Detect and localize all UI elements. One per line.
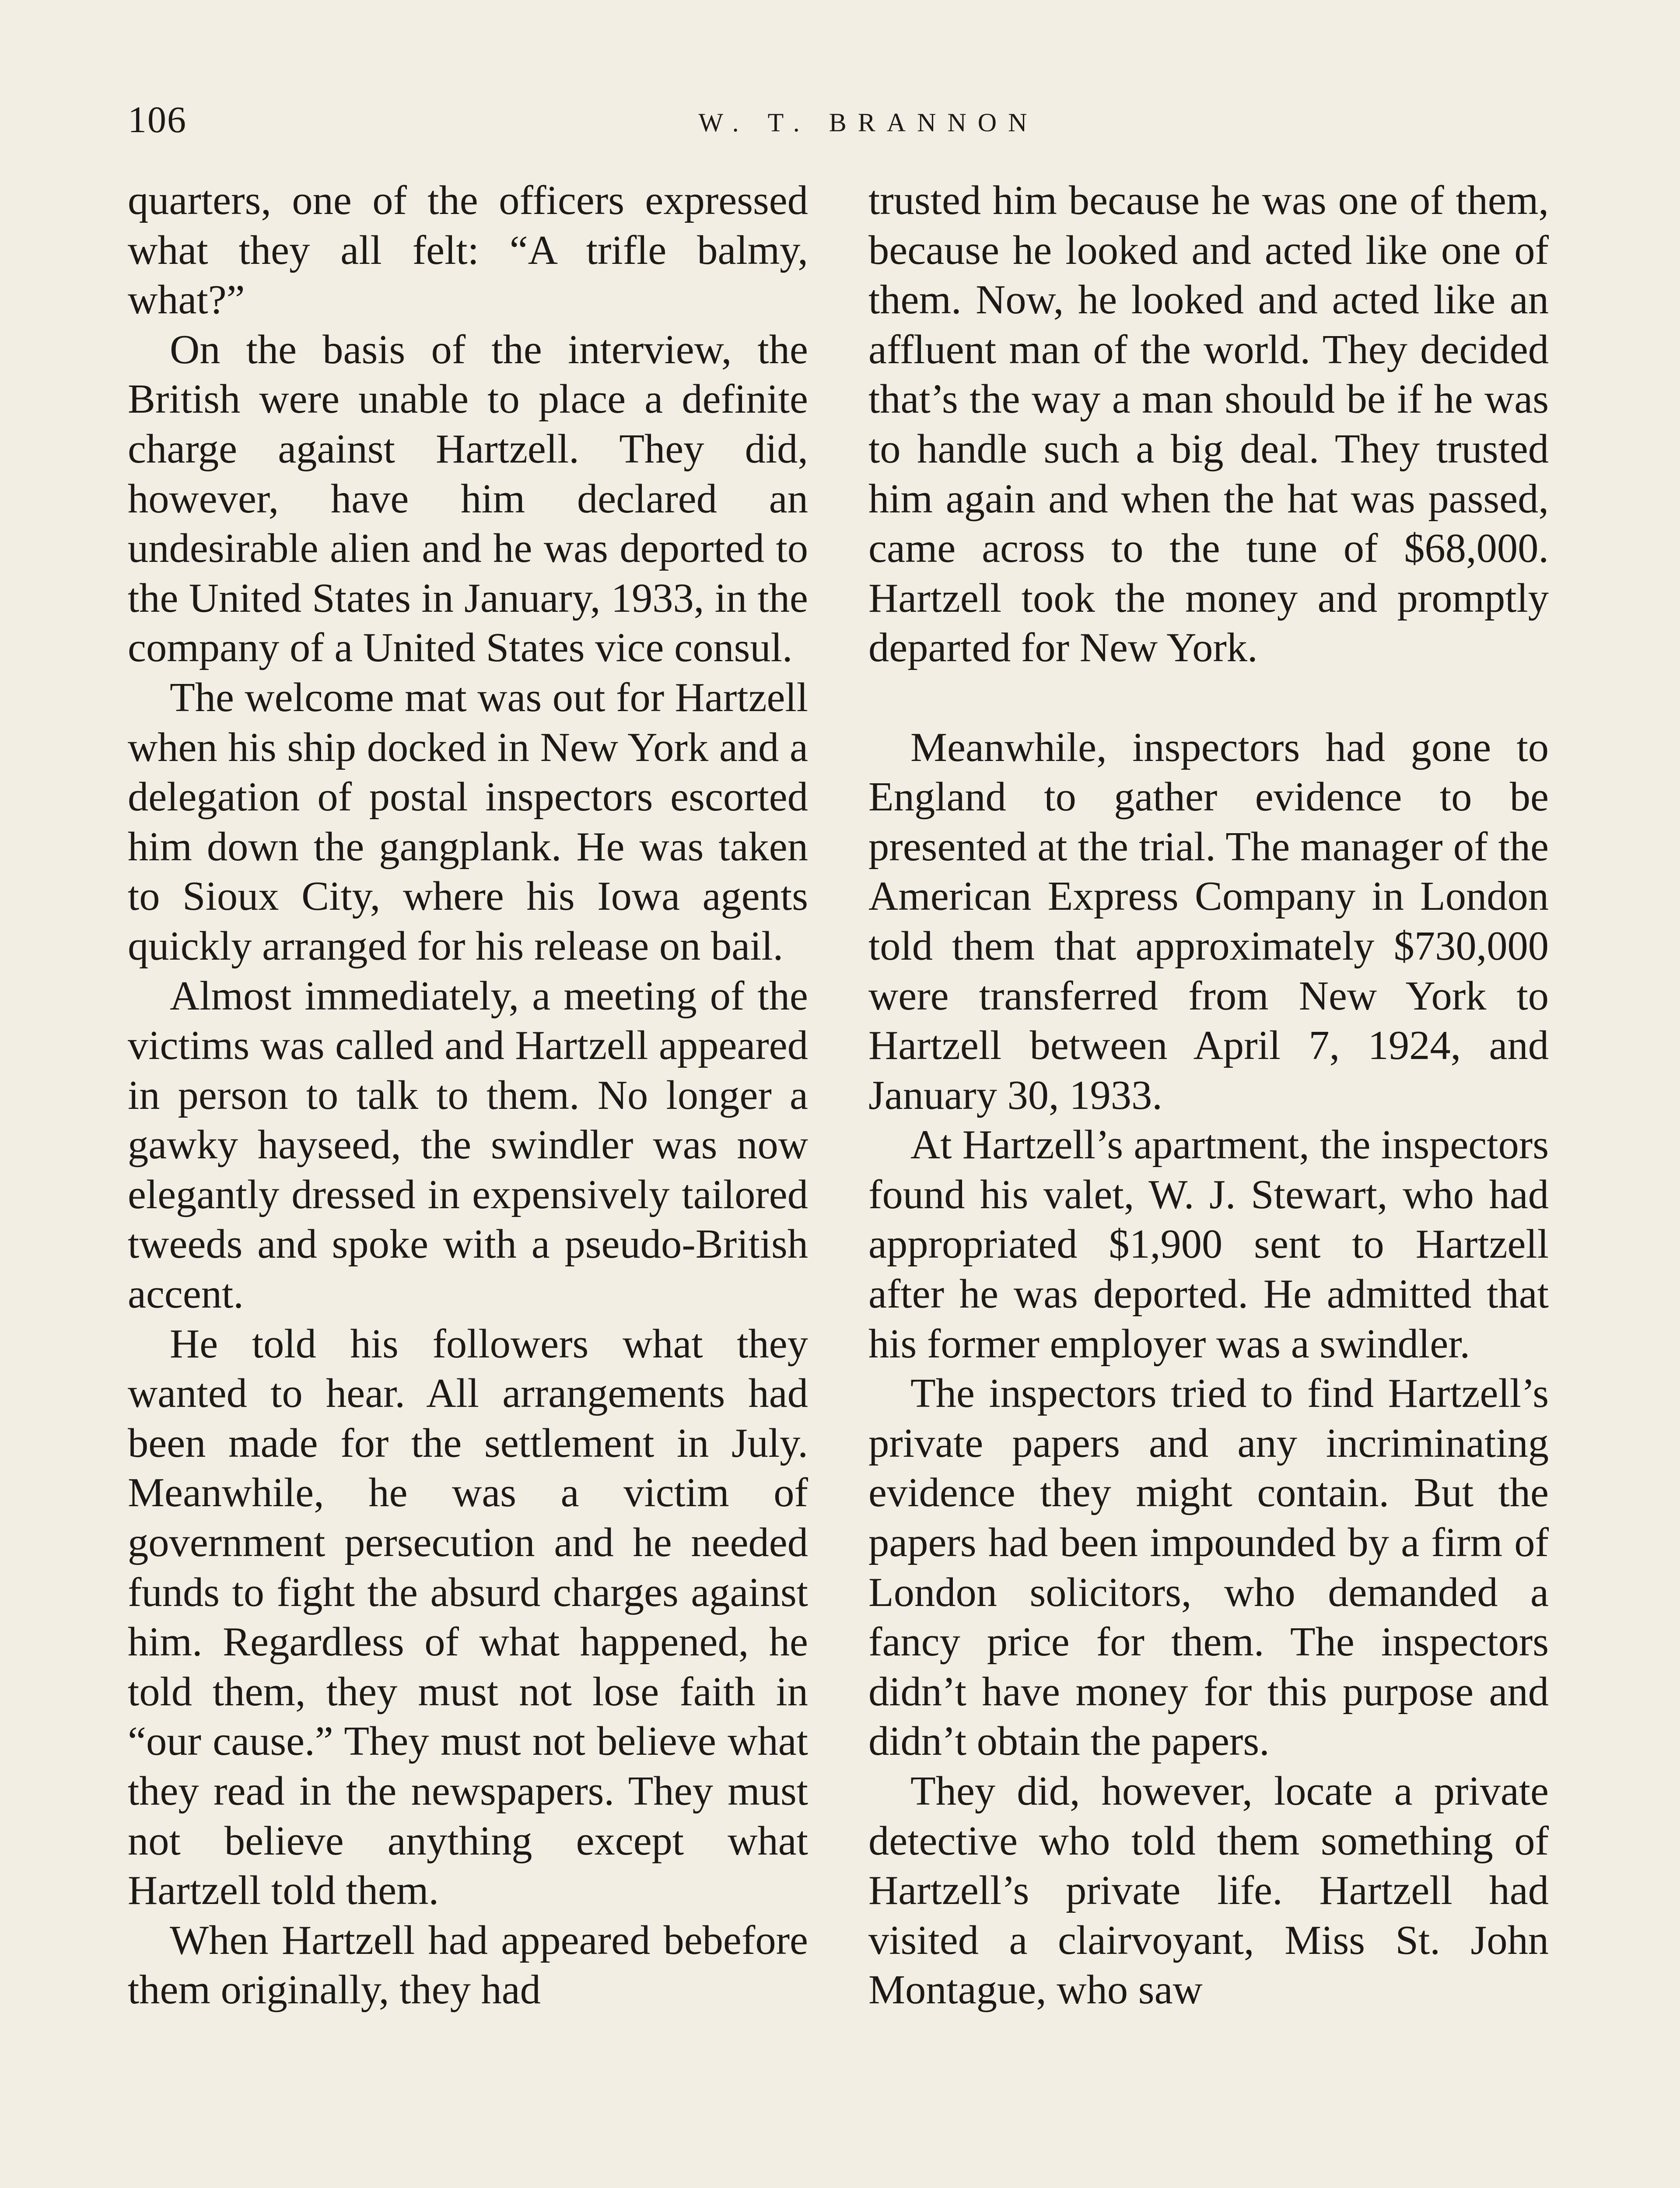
paragraph: The inspectors tried to find Hartzell’s private papers and any incriminating evidence they might contain. But the papers had been impounded by a firm of London solicitors, who demanded a fancy price for them. The inspectors didn’t have money for this purpose and didn’t obtain the papers.: [868, 1371, 1549, 1764]
running-head: W. T. BRANNON: [698, 108, 1039, 137]
paragraph: They did, however, locate a private detective who told them something of Hartzell’s private life. Hartzell had visited a clairvoyant, Miss St. John Montague, who saw: [868, 1768, 1549, 2013]
paragraph: Almost immediately, a meeting of the victims was called and Hartzell appeared in person to talk to them. No longer a gawky hayseed, the swindler was now elegantly dressed in expensively tailored tweeds and spoke with a pseudo-British accent.: [128, 973, 808, 1317]
paragraph: At Hartzell’s apartment, the inspectors found his valet, W. J. Stewart, who had appropriated $1,900 sent to Hartzell after he was deported. He admitted that his former employer was a swindler.: [868, 1122, 1549, 1367]
right-column: [868, 176, 1549, 2015]
paragraph: He told his followers what they wanted to hear. All arrangements had been made for the settlement in July. Meanwhile, he was a victim of government persecution and he needed funds to fight the absurd charges against him. Regardless of what happened, he told them, they must not lose faith in “our cause.” They must not believe what they read in the newspapers. They must not believe anything except what Hartzell told them.: [128, 1321, 808, 1914]
left-column: [128, 176, 808, 2015]
paragraph: trusted him because he was one of them, because he looked and acted like one of them. Now, he looked and acted like an affluent man of the world. They decided that’s the way a man should be if he was to handle such a big deal. They trusted him again and when the hat was passed, came across to the tune of $68,000. Hartzell took the money and promptly departed for New York.: [868, 178, 1549, 671]
paragraph: quarters, one of the officers expressed what they all felt: “A trifle balmy, what?”: [128, 178, 808, 323]
paragraph: On the basis of the interview, the British were unable to place a definite charge against Hartzell. They did, however, have him declared an undesirable alien and he was deported to the United States in January, 1933, in the company of a United States vice consul.: [128, 326, 808, 671]
paragraph: When Hartzell had appeared bebefore them originally, they had: [128, 1917, 808, 2013]
page-number: 106: [128, 98, 187, 140]
paragraph: Meanwhile, inspectors had gone to England to gather evidence to be presented at the trial. The manager of the American Express Company in London told them that approximately $730,000 were transferred from New York to Hartzell between April 7, 1924, and January 30, 1933.: [868, 724, 1549, 1118]
paragraph: The welcome mat was out for Hartzell when his ship docked in New York and a delegation of postal inspectors escorted him down the gangplank. He was taken to Sioux City, where his Iowa agents quickly arranged for his release on bail.: [128, 674, 808, 969]
